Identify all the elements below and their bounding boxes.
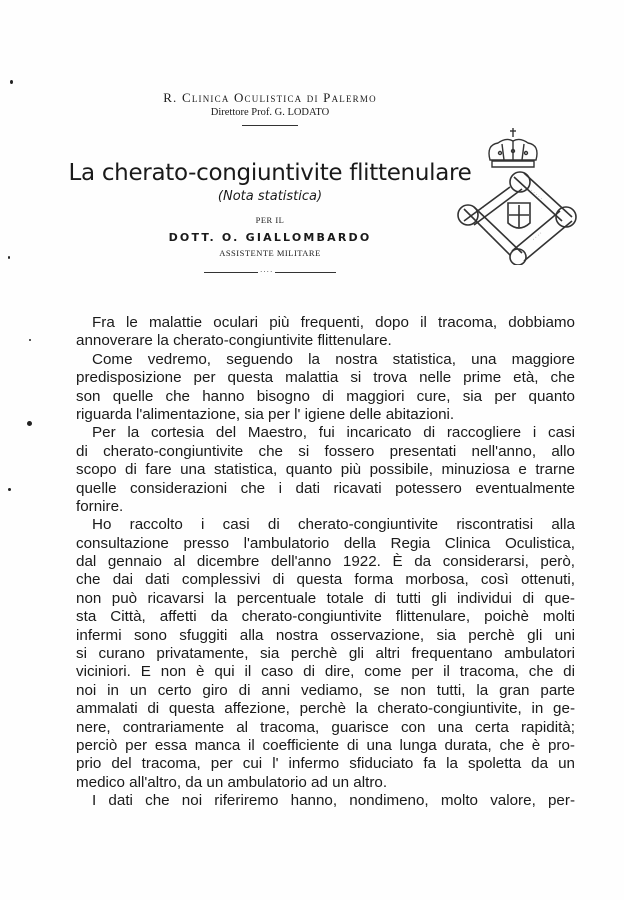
scan-speck [27,421,32,426]
text-line: son quelle che hanno bisogno di maggiori cure, sia per quanto [76,387,575,405]
divider-dots: ···· [260,268,274,276]
text-line: predisposizione per questa malattia si trova nelle prime età, che [76,369,575,387]
director-line: Direttore Prof. G. LODATO [210,107,330,118]
text-line: I dati che noi riferiremo hanno, nondimeno, molto valore, per- [92,792,575,810]
svg-text:· · · · ·: · · · · · [480,226,495,241]
text-line: prio del tracoma, per cui l' infermo sfiduciato fa la spoletta da un [76,755,575,773]
author-name: DOTT. O. GIALLOMBARDO [168,231,372,244]
text-line: sta Città, affetti da cherato-congiuntivite flittenulare, poichè molti [76,608,575,626]
header-divider [242,125,298,126]
text-line: riguarda l'alimentazione, sia per l' igiene delle abitazioni. [76,405,455,423]
text-line: ammalati di questa affezione, perchè la cherato-congiuntivite, in ge- [76,700,575,718]
text-line: nere, contrariamente al tracoma, guarisce con una certa rapidità; [76,718,575,736]
svg-text:· · · ·: · · · · [531,230,544,243]
svg-text:· · · ·: · · · · [473,205,487,217]
text-line: noi in un certo giro di anni vediamo, se non tutti, la gran parte [76,681,575,699]
author-role: ASSISTENTE MILITARE [219,248,321,258]
text-line: si curano privatamente, sia perchè gli altri frequentano ambulatori [76,645,575,663]
article-subtitle: (Nota statistica) [217,189,323,204]
text-line: quelle considerazioni che i dati ricavati potessero eventualmente [76,479,575,497]
crowned-knot-emblem-icon [450,125,590,265]
text-line: perciò per essa manca il coefficiente di una lunga durata, che è pro- [76,736,575,754]
text-line: consultazione presso l'ambulatorio della Regia Clinica Oculistica, [76,534,575,552]
text-line: Per la cortesia del Maestro, fui incaricato di raccogliere i casi [92,424,575,442]
text-line: di cherato-congiuntivite che si fossero presentati nell'anno, allo [76,442,575,460]
text-line: annoverare la cherato-congiuntivite flittenulare. [76,332,392,350]
text-line: Fra le malattie oculari più frequenti, dopo il tracoma, dobbiamo [92,314,575,331]
text-line: viciniori. E non è qui il caso di dire, come per il tracoma, che di [76,663,575,681]
text-line: Ho raccolto i casi di cherato-congiuntivite riscontratisi alla [92,516,575,534]
scan-speck [29,339,31,341]
text-line: Come vedremo, seguendo la nostra statistica, una maggiore [92,350,575,368]
article-title: La cherato-congiuntivite flittenulare [68,160,472,186]
scan-speck [10,80,13,84]
title-divider [204,268,336,276]
text-line: non può ricavarsi la percentuale totale di tutti gli individui di que- [76,589,575,607]
text-line: fornire. [76,497,124,515]
institution-heading: R. Clinica Oculistica di Palermo [163,90,377,105]
svg-text:· · · · ·: · · · · · [528,188,544,203]
scan-speck [8,256,10,259]
text-line: infermi sono sfuggiti alla nostra osservazione, sia perchè gli uni [76,626,575,644]
scan-speck [8,488,11,491]
by-line-label: PER IL [255,215,285,225]
text-line: scopo di fare una statistica, quanto più possibile, minuziosa e trarne [76,461,575,479]
text-line: medico all'altro, da un ambulatorio ad un altro. [76,773,388,791]
text-line: che dai dati complessivi di questa forma morbosa, così ottenuti, [76,571,575,589]
body-text [76,314,575,811]
text-line: dal gennaio al dicembre dell'anno 1922. È da considerarsi, però, [76,553,575,571]
